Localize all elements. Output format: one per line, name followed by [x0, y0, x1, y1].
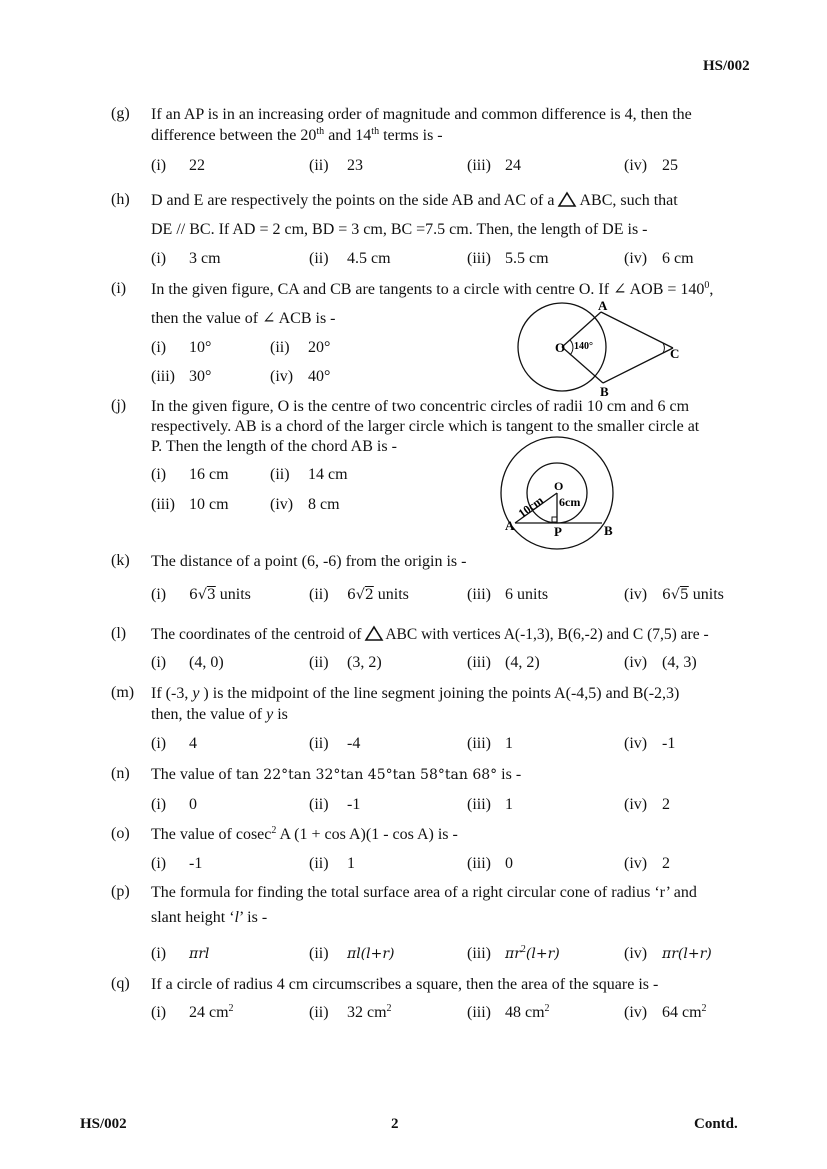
label-big-radius: 10cm — [515, 493, 546, 521]
option: (iii) 6 units — [467, 586, 549, 603]
option: (iv) 2 — [624, 796, 670, 813]
tangent-ca — [601, 312, 673, 348]
option: (i) 22 — [151, 157, 205, 174]
question-text: D and E are respectively the points on the side AB and AC of a ABC, such that — [151, 192, 678, 209]
option: (iii) (4, 2) — [467, 654, 540, 671]
question-label: (i) — [111, 280, 127, 297]
label-p: P — [554, 524, 562, 539]
option: (i) 24 $cm^2$ — [151, 1003, 234, 1021]
question-text: If (-3, y ) is the midpoint of the line segment joining the points A(-4,5) and B(-2,3) — [151, 685, 680, 702]
label-b: B — [600, 384, 609, 399]
triangle-symbol-icon — [558, 192, 576, 207]
question-label: (p) — [111, 883, 130, 900]
label-c: C — [670, 346, 680, 361]
question-label: (k) — [111, 552, 130, 569]
question-label: (j) — [111, 397, 127, 414]
option: (ii) πl(l+r) — [309, 945, 395, 962]
question-text: respectively. AB is a chord of the larger circle which is tangent to the smaller circle at — [151, 418, 700, 435]
question-text: The formula for finding the total surface area of a right circular cone of radius ‘r’ and — [151, 884, 697, 901]
question-text: then the value of ∠ ACB is - — [151, 310, 336, 327]
option: (i) (4, 0) — [151, 654, 224, 671]
right-angle-mark — [552, 517, 557, 522]
option: (iv) 6 cm — [624, 250, 694, 267]
question-text: In the given figure, O is the centre of two concentric circles of radii 10 cm and 6 cm — [151, 398, 690, 415]
option: (iv) 6√5 units — [624, 586, 724, 603]
sqrt-symbol-icon: √ — [355, 587, 365, 603]
option: (iii) 1 — [467, 735, 513, 752]
angle-symbol-icon: ∠ — [262, 310, 279, 327]
option: (ii) 32 $cm^2$ — [309, 1003, 392, 1021]
header-code: HS/002 — [703, 58, 750, 74]
option: (iii) 0 — [467, 855, 513, 872]
option: (iv) 64 $cm^2$ — [624, 1003, 707, 1021]
option: (ii) -4 — [309, 735, 361, 752]
option: (ii) 23 — [309, 157, 363, 174]
option: (i) 4 — [151, 735, 197, 752]
angle-arc — [570, 340, 573, 355]
option: (iii) $\pi r^2(l+r)$ — [467, 944, 560, 962]
option: (iii) 24 — [467, 157, 521, 174]
option: (i) -1 — [151, 855, 203, 872]
option: (iv) 40° — [270, 368, 331, 385]
question-label: (g) — [111, 105, 130, 122]
question-text: DE // BC. If AD = 2 cm, BD = 3 cm, BC =7.5 cm. Then, the length of DE is - — [151, 221, 648, 238]
question-text: then, the value of y is — [151, 706, 288, 723]
question-label: (l) — [111, 625, 127, 642]
option: (i) 16 cm — [151, 466, 229, 483]
option: (i) 6√3 units — [151, 586, 251, 603]
option: (iv) 2 — [624, 855, 670, 872]
question-label: (h) — [111, 191, 130, 208]
question-text: The distance of a point (6, -6) from the origin is - — [151, 553, 467, 570]
question-text: P. Then the length of the chord AB is - — [151, 438, 397, 455]
question-label: (n) — [111, 765, 130, 782]
option: (ii) 20° — [270, 339, 331, 356]
tangent-cb — [603, 348, 673, 383]
label-b: B — [604, 523, 613, 538]
tangent-figure — [515, 300, 695, 400]
label-a: A — [505, 518, 515, 533]
option: (i) 3 cm — [151, 250, 221, 267]
label-o: O — [555, 340, 566, 355]
label-a: A — [598, 298, 608, 313]
continued-label: Contd. — [694, 1116, 738, 1132]
option: (iv) πr(l+r) — [624, 945, 712, 962]
label-angle: 140° — [574, 341, 593, 352]
label-small-radius: 6cm — [559, 495, 581, 509]
page-number: 2 — [391, 1116, 399, 1132]
option: (ii) 1 — [309, 855, 355, 872]
option: (ii) 14 cm — [270, 466, 348, 483]
sqrt-symbol-icon: √ — [670, 587, 680, 603]
concentric-circles-figure — [500, 440, 630, 550]
option: (ii) (3, 2) — [309, 654, 382, 671]
angle-symbol-icon: ∠ — [613, 281, 630, 298]
question-text: In the given figure, CA and CB are tangents to a circle with centre O. If ∠ AOB = $140^0$, — [151, 280, 714, 298]
triangle-symbol-icon — [365, 626, 383, 641]
option: (iv) -1 — [624, 735, 676, 752]
option: (iv) 25 — [624, 157, 678, 174]
sqrt-symbol-icon: √ — [197, 587, 207, 603]
option: (i) 10° — [151, 339, 212, 356]
question-label: (o) — [111, 825, 130, 842]
question-text: If an AP is in an increasing order of magnitude and common difference is 4, then the — [151, 106, 692, 123]
option: (iii) 10 cm — [151, 496, 229, 513]
question-text: difference between the 20th and 14th terms is - — [151, 126, 443, 144]
angle-arc-c — [663, 343, 664, 353]
question-text: slant height ‘l’ is - — [151, 909, 268, 926]
radius-ob — [562, 347, 603, 383]
option: (iv) 8 cm — [270, 496, 340, 513]
option: (i) 0 — [151, 796, 197, 813]
option: (ii) 6√2 units — [309, 586, 409, 603]
option: (iii) 30° — [151, 368, 212, 385]
question-text: The value of cosec$^2$ A (1 + cos A)(1 - cos A) is - — [151, 825, 458, 843]
footer-code: HS/002 — [80, 1116, 127, 1132]
option: (ii) 4.5 cm — [309, 250, 391, 267]
option: (ii) -1 — [309, 796, 361, 813]
option: (iv) (4, 3) — [624, 654, 697, 671]
option: (iii) 1 — [467, 796, 513, 813]
label-o: O — [554, 479, 564, 493]
question-label: (m) — [111, 684, 135, 701]
option: (iii) 5.5 cm — [467, 250, 549, 267]
option: (iii) 48 $cm^2$ — [467, 1003, 550, 1021]
question-label: (q) — [111, 975, 130, 992]
question-text: If a circle of radius 4 cm circumscribes a square, then the area of the square is - — [151, 976, 659, 993]
question-text: The coordinates of the centroid of ABC with vertices A(-1,3), B(6,-2) and C (7,5) are - — [151, 626, 709, 643]
option: (i) πrl — [151, 945, 210, 962]
question-text: The value of tan 22°tan 32°tan 45°tan 58°tan 68° is - — [151, 766, 522, 783]
